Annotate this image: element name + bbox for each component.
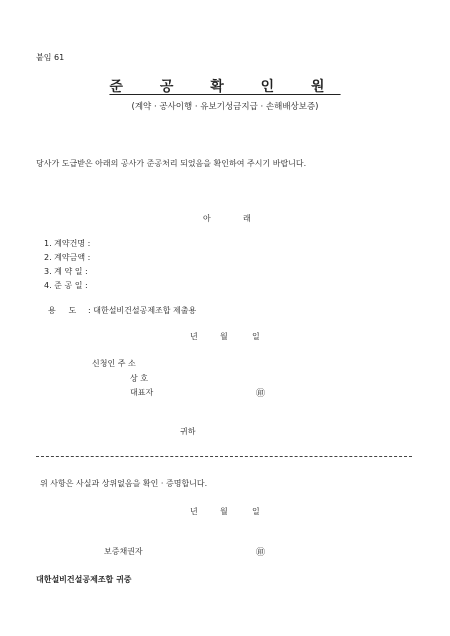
request-text: 당사가 도급받은 아래의 공사가 준공처리 되었음을 확인하여 주시기 바랍니다. bbox=[36, 159, 307, 168]
item-contract-date: 3. 계 약 일 : bbox=[44, 267, 88, 276]
document-title: 준 공 확 인 원 bbox=[109, 79, 341, 95]
applicant-company-label: 상 호 bbox=[130, 374, 148, 383]
date2-month-label: 월 bbox=[220, 507, 228, 516]
item-contract-name: 1. 계약건명 : bbox=[44, 239, 91, 248]
date-year-label: 년 bbox=[190, 332, 198, 341]
guarantor-seal-icon: ㊞ bbox=[256, 548, 266, 558]
footer-addressee: 대한설비건설공제조합 귀중 bbox=[36, 575, 132, 584]
guarantor-label: 보증채권자 bbox=[104, 547, 143, 556]
purpose-label: 용 도 bbox=[48, 306, 77, 315]
applicant-rep-label: 대표자 bbox=[130, 388, 154, 397]
document-subtitle: (계약 · 공사이행 · 유보기성금지급 · 손해배상보증) bbox=[131, 102, 319, 112]
divider bbox=[36, 456, 412, 457]
applicant-seal-icon: ㊞ bbox=[256, 389, 266, 399]
date2-day-label: 일 bbox=[252, 507, 260, 516]
date2-year-label: 년 bbox=[190, 507, 198, 516]
attachment-label: 붙임 61 bbox=[36, 53, 65, 62]
below-heading-left: 아 bbox=[203, 214, 211, 223]
confirm-text: 위 사항은 사실과 상위없음을 확인 · 증명합니다. bbox=[40, 479, 208, 488]
date-month-label: 월 bbox=[220, 332, 228, 341]
applicant-address-label: 신청인 주 소 bbox=[92, 359, 136, 368]
item-completion-date: 4. 준 공 일 : bbox=[44, 281, 88, 290]
below-heading-right: 래 bbox=[243, 214, 251, 223]
date-day-label: 일 bbox=[252, 332, 260, 341]
addressee: 귀하 bbox=[180, 427, 196, 436]
purpose-value: : 대한설비건설공제조합 제출용 bbox=[88, 306, 197, 315]
item-contract-amount: 2. 계약금액 : bbox=[44, 253, 91, 262]
